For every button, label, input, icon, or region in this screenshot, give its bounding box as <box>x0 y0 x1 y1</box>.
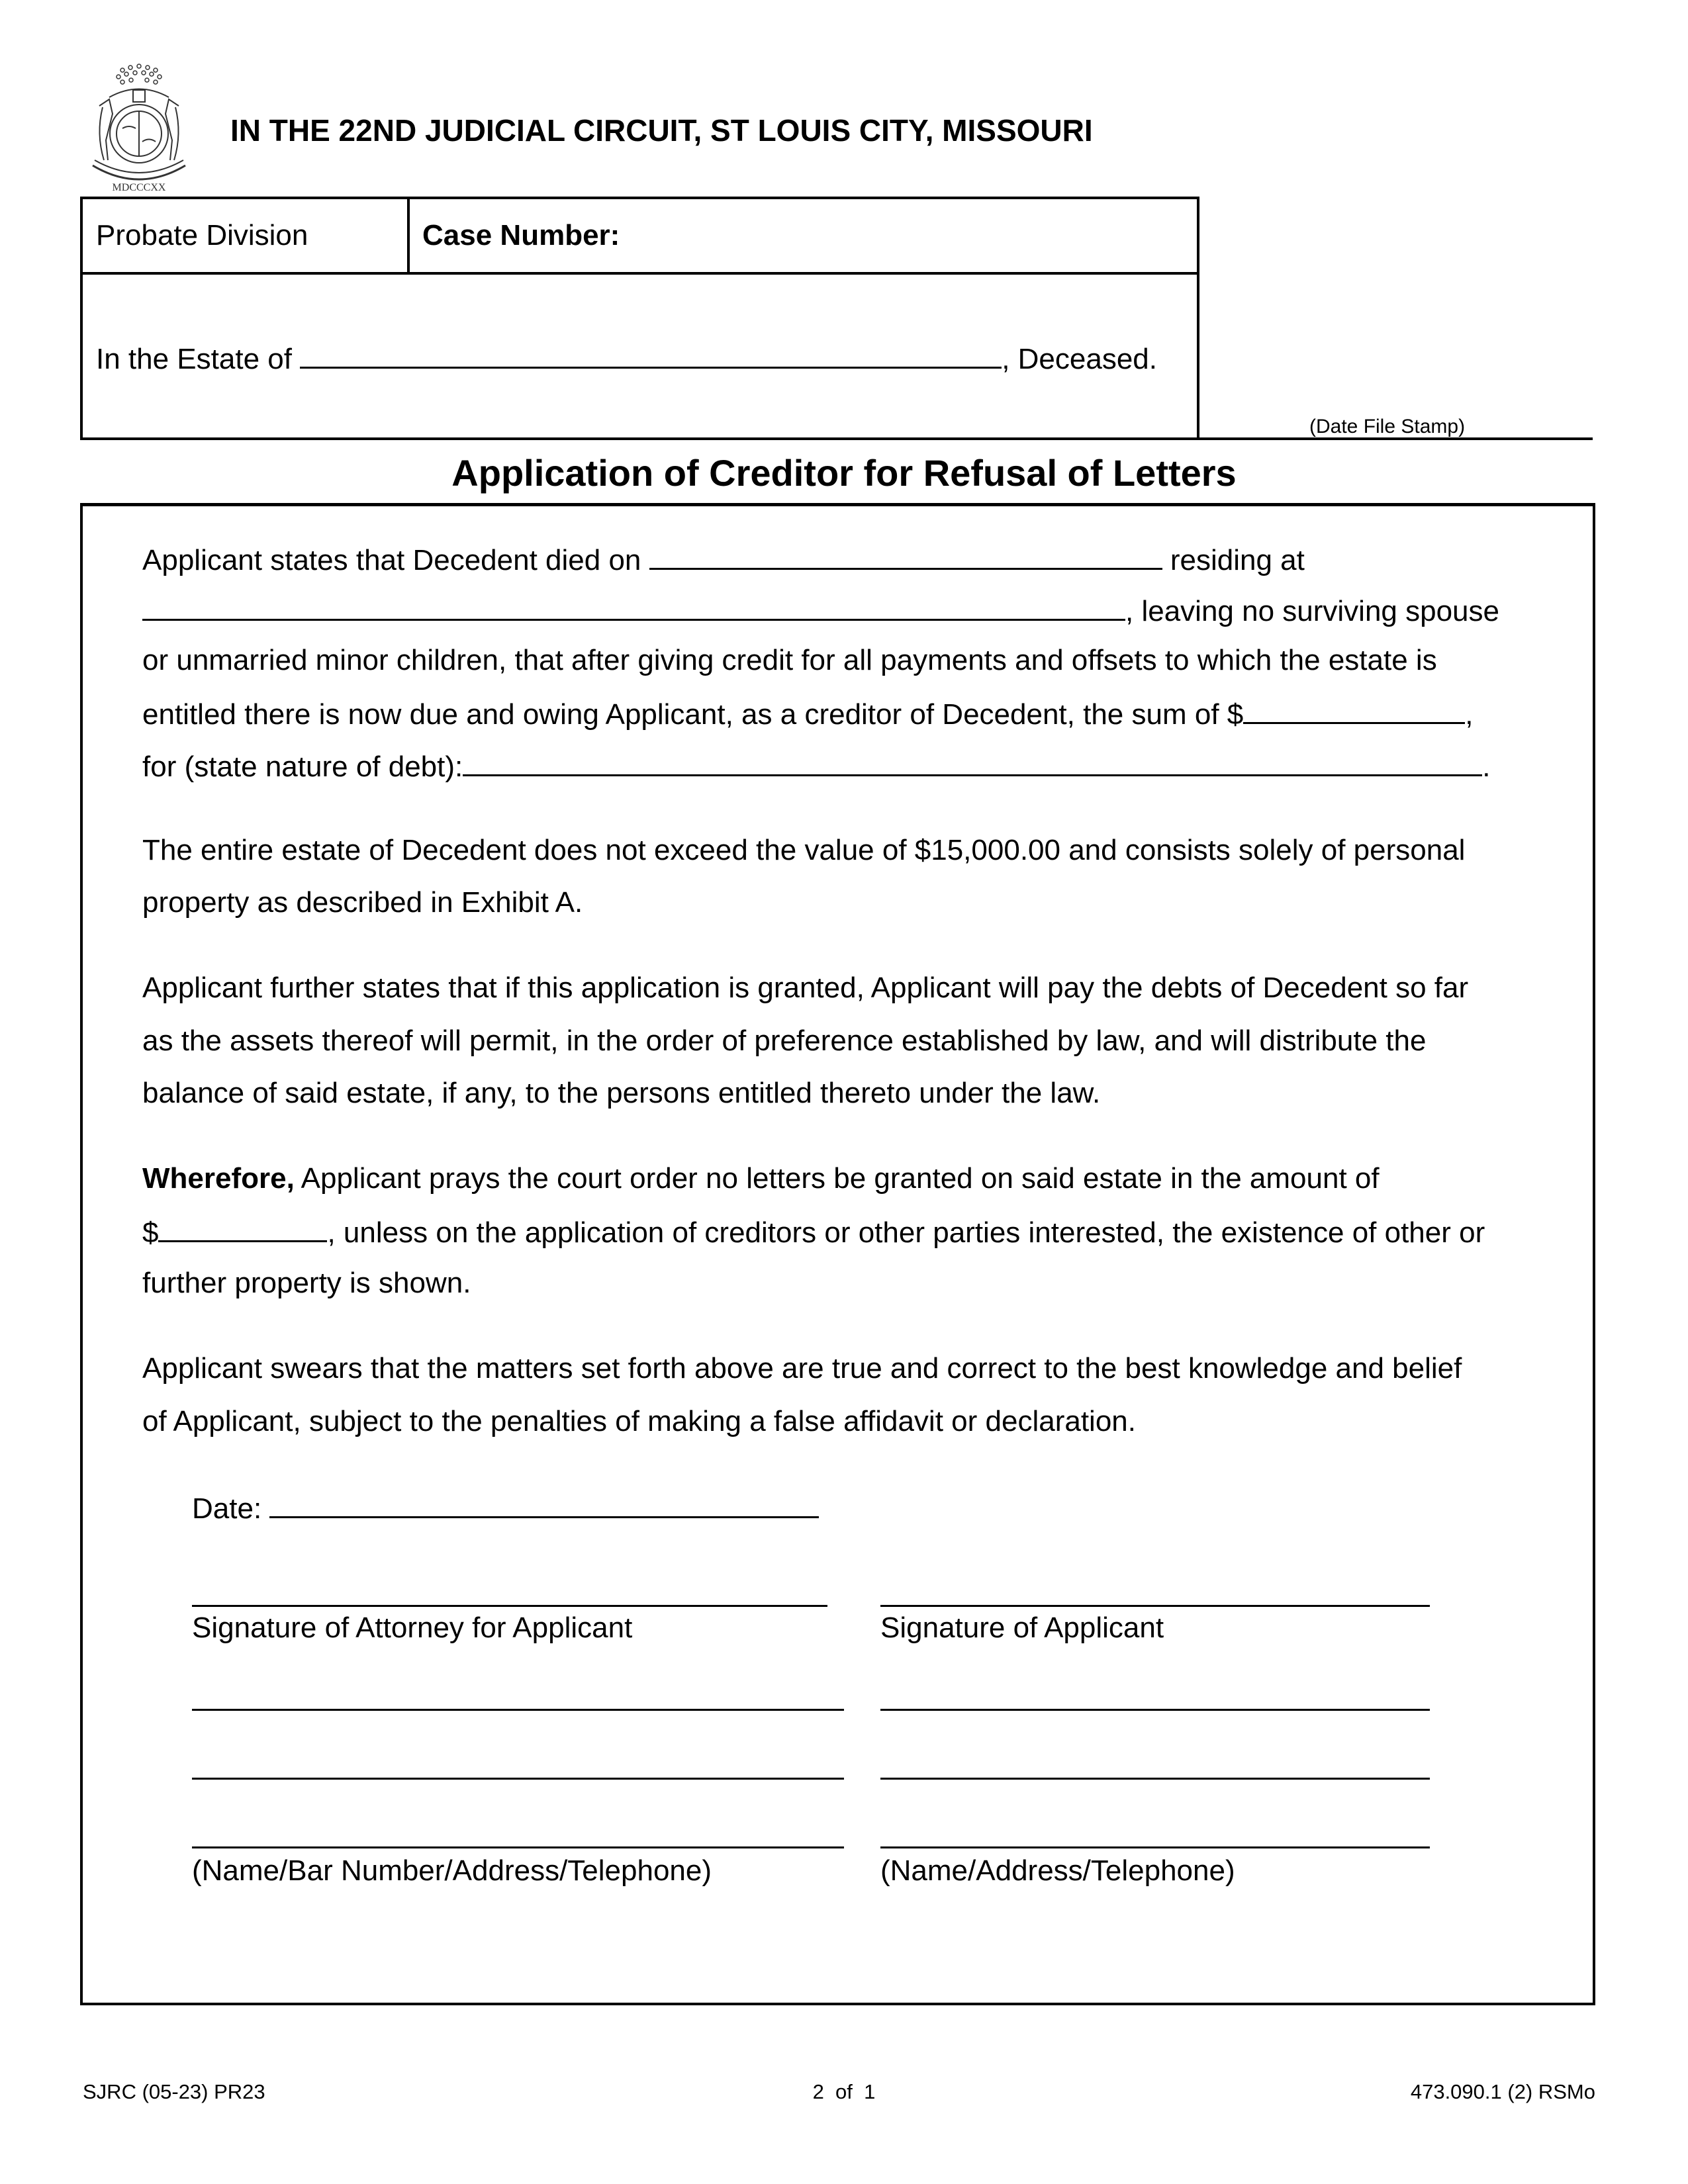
date-field[interactable] <box>269 1492 819 1518</box>
applicant-info-line-3[interactable] <box>880 1846 1430 1848</box>
division-label: Probate Division <box>96 219 308 251</box>
attorney-signature-line[interactable] <box>192 1605 827 1607</box>
para1-text: entitled there is now due and owing Applicant, as a creditor of Decedent, the sum of $ <box>142 698 1244 731</box>
estate-prefix: In the Estate of <box>96 343 292 375</box>
para1-text: for (state nature of debt): <box>142 751 463 783</box>
dollar-sign: $ <box>142 1216 159 1249</box>
statute-reference: 473.090.1 (2) RSMo <box>1410 2080 1595 2103</box>
para1-text: . <box>1482 751 1491 783</box>
wherefore-lead: Wherefore, <box>142 1162 295 1195</box>
para1-text: , leaving no surviving spouse <box>1125 595 1499 627</box>
nature-of-debt-field[interactable] <box>463 751 1482 776</box>
applicant-info-line-1[interactable] <box>880 1709 1430 1711</box>
para1-text: , <box>1465 698 1474 731</box>
para4-text: further property is shown. <box>142 1267 471 1299</box>
estate-suffix: , Deceased. <box>1002 343 1158 375</box>
page-indicator: 2 of 1 <box>812 2080 876 2103</box>
applicant-signature-label: Signature of Applicant <box>880 1612 1164 1644</box>
para4-text: , unless on the application of creditors or other parties interested, the existence of other or <box>327 1216 1485 1249</box>
attorney-info-label: (Name/Bar Number/Address/Telephone) <box>192 1854 712 1887</box>
para1-text: Applicant states that Decedent died on <box>142 544 641 576</box>
para1-text: residing at <box>1170 544 1305 576</box>
missouri-state-seal-icon <box>83 61 195 193</box>
attorney-info-line-2[interactable] <box>192 1778 844 1780</box>
attorney-signature-label: Signature of Attorney for Applicant <box>192 1612 633 1644</box>
document-title: Application of Creditor for Refusal of Letters <box>451 452 1237 494</box>
case-number-label: Case Number: <box>422 219 620 251</box>
para5-text: Applicant swears that the matters set forth above are true and correct to the best knowledge and belief <box>142 1352 1462 1385</box>
form-id: SJRC (05-23) PR23 <box>83 2080 265 2103</box>
date-label: Date: <box>192 1492 262 1525</box>
applicant-info-label: (Name/Address/Telephone) <box>880 1854 1235 1887</box>
estate-line <box>96 343 1157 374</box>
court-title: IN THE 22ND JUDICIAL CIRCUIT, ST LOUIS CITY, MISSOURI <box>230 113 1093 148</box>
estate-name-field[interactable] <box>300 343 1002 369</box>
applicant-signature-line[interactable] <box>880 1605 1430 1607</box>
para3-text: Applicant further states that if this application is granted, Applicant will pay the debts of Decedent so far <box>142 972 1469 1004</box>
para2-text: The entire estate of Decedent does not exceed the value of $15,000.00 and consists solely of personal <box>142 834 1466 866</box>
svg-text:MDCCCXX: MDCCCXX <box>112 182 166 193</box>
case-number-field[interactable] <box>583 221 1178 251</box>
para2-text: property as described in Exhibit A. <box>142 886 583 919</box>
death-date-field[interactable] <box>649 544 1162 570</box>
amount-field[interactable] <box>158 1216 327 1242</box>
applicant-info-line-2[interactable] <box>880 1778 1430 1780</box>
attorney-info-line-1[interactable] <box>192 1709 844 1711</box>
attorney-info-line-3[interactable] <box>192 1846 844 1848</box>
para4-text: Applicant prays the court order no letters be granted on said estate in the amount of <box>294 1162 1380 1195</box>
para3-text: as the assets thereof will permit, in the order of preference established by law, and will distribute the <box>142 1024 1427 1057</box>
para5-text: of Applicant, subject to the penalties of making a false affidavit or declaration. <box>142 1405 1136 1437</box>
sum-due-field[interactable] <box>1243 698 1465 724</box>
date-file-stamp-label: (Date File Stamp) <box>1309 416 1466 437</box>
residence-field[interactable] <box>142 595 1125 621</box>
para1-text: or unmarried minor children, that after giving credit for all payments and offsets to which the estate is <box>142 644 1437 676</box>
para3-text: balance of said estate, if any, to the persons entitled thereto under the law. <box>142 1077 1101 1109</box>
